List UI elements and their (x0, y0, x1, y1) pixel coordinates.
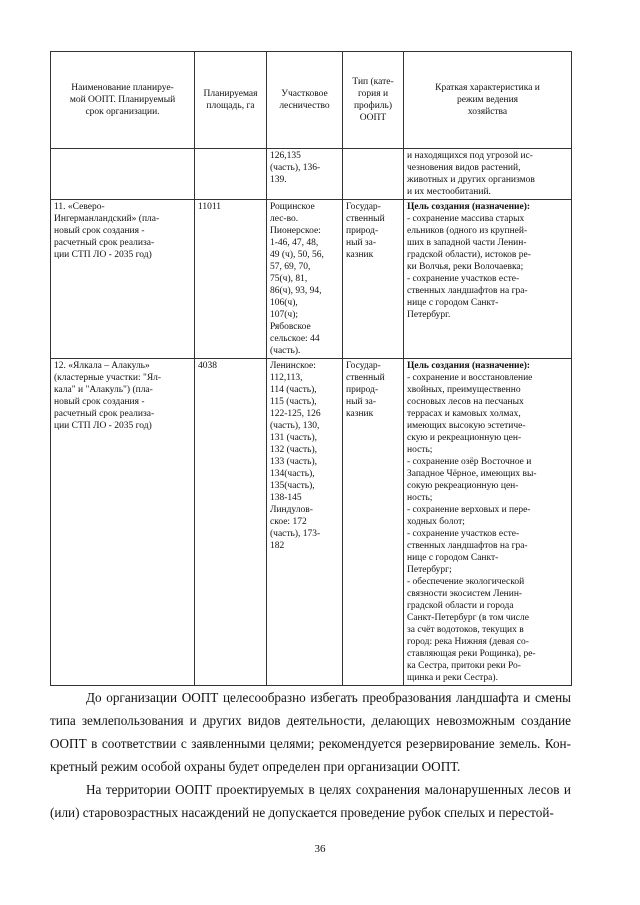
text-line: и находящихся под угрозой ис- (407, 151, 533, 161)
text-line: 12. «Ялкала – Алакуль» (54, 361, 150, 371)
text-line: 112,113, (270, 373, 303, 383)
text-line: расчетный срок реализа- (54, 238, 155, 248)
text-line: кала" и "Алакуль") (пла- (54, 385, 153, 395)
text-line: - сохранение и восстановление (407, 373, 533, 383)
text-line: - сохранение участков есте- (407, 274, 520, 284)
cell-goal: Цель создания (назначение): (407, 202, 531, 212)
text-line: 132 (часть), (270, 445, 318, 455)
paragraph-line: типа землепользования и других видов деятельности, делающих невозможным создание (50, 713, 571, 728)
text-line: 122-125, 126 (270, 409, 321, 419)
body-paragraph-1 (50, 686, 571, 778)
text-line: 107(ч); (270, 310, 298, 320)
text-line: ственный (346, 214, 385, 224)
text-line: Планируемая (203, 89, 258, 99)
text-line: 115 (часть), (270, 397, 317, 407)
text-line: природ- (346, 226, 379, 236)
text-line: Рощинское (270, 202, 315, 212)
text-line: ственный (346, 373, 385, 383)
text-line: 134(часть), (270, 469, 315, 479)
text-line: ходных болот; (407, 517, 465, 527)
text-line: новый срок создания - (54, 397, 145, 407)
cell-description (404, 149, 572, 200)
paragraph-line: (или) старовозрастных насаждений не допускается проведение рубок спелых и перестой- (50, 805, 554, 820)
text-line: мой ООПТ. Планируемый (69, 95, 176, 105)
text-line: 138-145 (270, 493, 302, 503)
text-line: Наименование планируе- (71, 83, 174, 93)
text-line: Тип (кате- (352, 77, 394, 87)
paragraph-line: ООПТ в соответствии с заявленными целями; рекомендуется резервирование земель. Кон- (50, 736, 571, 751)
text-line: Краткая характеристика и (435, 83, 540, 93)
text-line: Ленинское: (270, 361, 316, 371)
text-line: Государ- (346, 361, 381, 371)
text-line: Пионерское: (270, 226, 321, 236)
table-row (51, 200, 572, 359)
cell-description (404, 200, 572, 359)
text-line: чезновения видов растений, (407, 163, 521, 173)
cell-description-lines (407, 372, 568, 684)
text-line: за счёт водотоков, текущих в (407, 625, 524, 635)
text-line: расчетный срок реализа- (54, 409, 155, 419)
text-line: 131 (часть), (270, 433, 318, 443)
header-forestry (267, 52, 343, 149)
cell-area: 11011 (195, 200, 267, 359)
text-line: 86(ч), 93, 94, (270, 286, 322, 296)
text-line: Петербург. (407, 310, 451, 320)
text-line: сокую рекреационную цен- (407, 481, 519, 491)
cell-name (51, 149, 195, 200)
cell-forestry (267, 359, 343, 686)
text-line: новый срок создания - (54, 226, 145, 236)
text-line: 182 (270, 541, 285, 551)
text-line: хвойных, преимущественно (407, 385, 521, 395)
text-line: ственных ландшафтов на гра- (407, 541, 528, 551)
text-line: город: река Нижняя (девая со- (407, 637, 529, 647)
paragraph-line: До организации ООПТ целесообразно избегать преобразования ландшафта и смены (86, 690, 571, 705)
cell-goal: Цель создания (назначение): (407, 361, 531, 371)
text-line: Государ- (346, 202, 381, 212)
text-line: градской области), истоков ре- (407, 250, 531, 260)
cell-description (404, 359, 572, 686)
text-line: хозяйства (467, 107, 508, 117)
table-header-row (51, 52, 572, 149)
text-line: ООПТ (359, 113, 387, 123)
text-line: природ- (346, 385, 379, 395)
text-line: Петербург; (407, 565, 452, 575)
text-line: ность; (407, 493, 433, 503)
text-line: ный за- (346, 397, 377, 407)
text-line: ельников (одного из крупней- (407, 226, 528, 236)
text-line: казник (346, 250, 374, 260)
header-area (195, 52, 267, 149)
text-line: - обеспечение экологической (407, 577, 525, 587)
text-line: и их местообитаний. (407, 187, 491, 197)
text-line: - сохранение участков есте- (407, 529, 520, 539)
text-line: - сохранение верховых и пере- (407, 505, 531, 515)
cell-name (51, 359, 195, 686)
text-line: - сохранение озёр Восточное и (407, 457, 532, 467)
text-line: 49 (ч), 50, 56, (270, 250, 324, 260)
text-line: скую и рекреационную цен- (407, 433, 522, 443)
text-line: срок организации. (85, 107, 160, 117)
text-line: 11. «Северо- (54, 202, 105, 212)
text-line: (часть). (270, 346, 301, 356)
text-line: ность; (407, 445, 433, 455)
text-line: Рябовское (270, 322, 311, 332)
text-line: ское: 172 (270, 517, 307, 527)
text-line: ка Сестра, притоки реки Ро- (407, 661, 521, 671)
cell-type (343, 200, 404, 359)
text-line: ственных ландшафтов на гра- (407, 286, 528, 296)
text-line: казник (346, 409, 374, 419)
text-line: Ингерманландский» (пла- (54, 214, 160, 224)
text-line: Участковое (281, 89, 328, 99)
text-line: нице с городом Санкт- (407, 298, 499, 308)
paragraph-line: На территории ООПТ проектируемых в целях сохранения малонарушенных лесов и (86, 782, 571, 797)
text-line: нице с городом Санкт- (407, 553, 499, 563)
paragraph-line: кретный режим особой охраны будет определен при организации ООПТ. (50, 759, 461, 774)
text-line: (часть), 130, (270, 421, 320, 431)
header-name (51, 52, 195, 149)
text-line: 133 (часть), (270, 457, 318, 467)
header-type (343, 52, 404, 149)
text-line: режим ведения (456, 95, 519, 105)
table-row (51, 359, 572, 686)
text-line: 126,135 (270, 151, 301, 161)
body-paragraph-2 (50, 778, 571, 824)
page-number: 36 (314, 843, 326, 855)
text-line: ставляющая реки Рощинка), ре- (407, 649, 536, 659)
text-line: 57, 69, 70, (270, 262, 311, 272)
table-row (51, 149, 572, 200)
text-line: 139. (270, 175, 287, 185)
text-line: связности экосистем Ленин- (407, 589, 523, 599)
cell-forestry (267, 149, 343, 200)
text-line: 75(ч), 81, (270, 274, 308, 284)
text-line: (часть), 173- (270, 529, 321, 539)
text-line: террасах и камовых холмах, (407, 409, 521, 419)
cell-name (51, 200, 195, 359)
text-line: ции СТП ЛО - 2035 год) (54, 421, 152, 431)
text-line: площадь, га (206, 101, 255, 111)
text-line: (часть), 136- (270, 163, 321, 173)
cell-area (195, 149, 267, 200)
text-line: профиль) (353, 101, 393, 111)
text-line: ки Волчья, реки Волочаевка; (407, 262, 524, 272)
cell-description-lines (407, 213, 568, 321)
text-line: градской области и города (407, 601, 514, 611)
text-line: имеющих высокую эстетиче- (407, 421, 526, 431)
text-line: сосновых лесов на песчаных (407, 397, 524, 407)
text-line: ции СТП ЛО - 2035 год) (54, 250, 152, 260)
header-description (404, 52, 572, 149)
cell-type (343, 359, 404, 686)
cell-description-lines (407, 150, 568, 198)
text-line: Санкт-Петербург (в том числе (407, 613, 529, 623)
text-line: 1-46, 47, 48, (270, 238, 319, 248)
text-line: 135(часть), (270, 481, 315, 491)
text-line: Линдулов- (270, 505, 313, 515)
text-line: лесничество (279, 101, 330, 111)
text-line: ный за- (346, 238, 377, 248)
cell-area: 4038 (195, 359, 267, 686)
text-line: сельское: 44 (270, 334, 320, 344)
text-line: лес-во. (270, 214, 299, 224)
text-line: щинка и реки Сестра). (407, 673, 498, 683)
text-line: (кластерные участки: "Ял- (54, 373, 162, 383)
text-line: - сохранение массива старых (407, 214, 525, 224)
cell-type (343, 149, 404, 200)
ootp-table (50, 51, 572, 686)
text-line: 114 (часть), (270, 385, 317, 395)
text-line: ших в западной части Ленин- (407, 238, 527, 248)
text-line: животных и других организмов (407, 175, 535, 185)
text-line: 106(ч), (270, 298, 298, 308)
cell-forestry (267, 200, 343, 359)
text-line: Западное Чёрное, имеющих вы- (407, 469, 537, 479)
text-line: гория и (357, 89, 389, 99)
